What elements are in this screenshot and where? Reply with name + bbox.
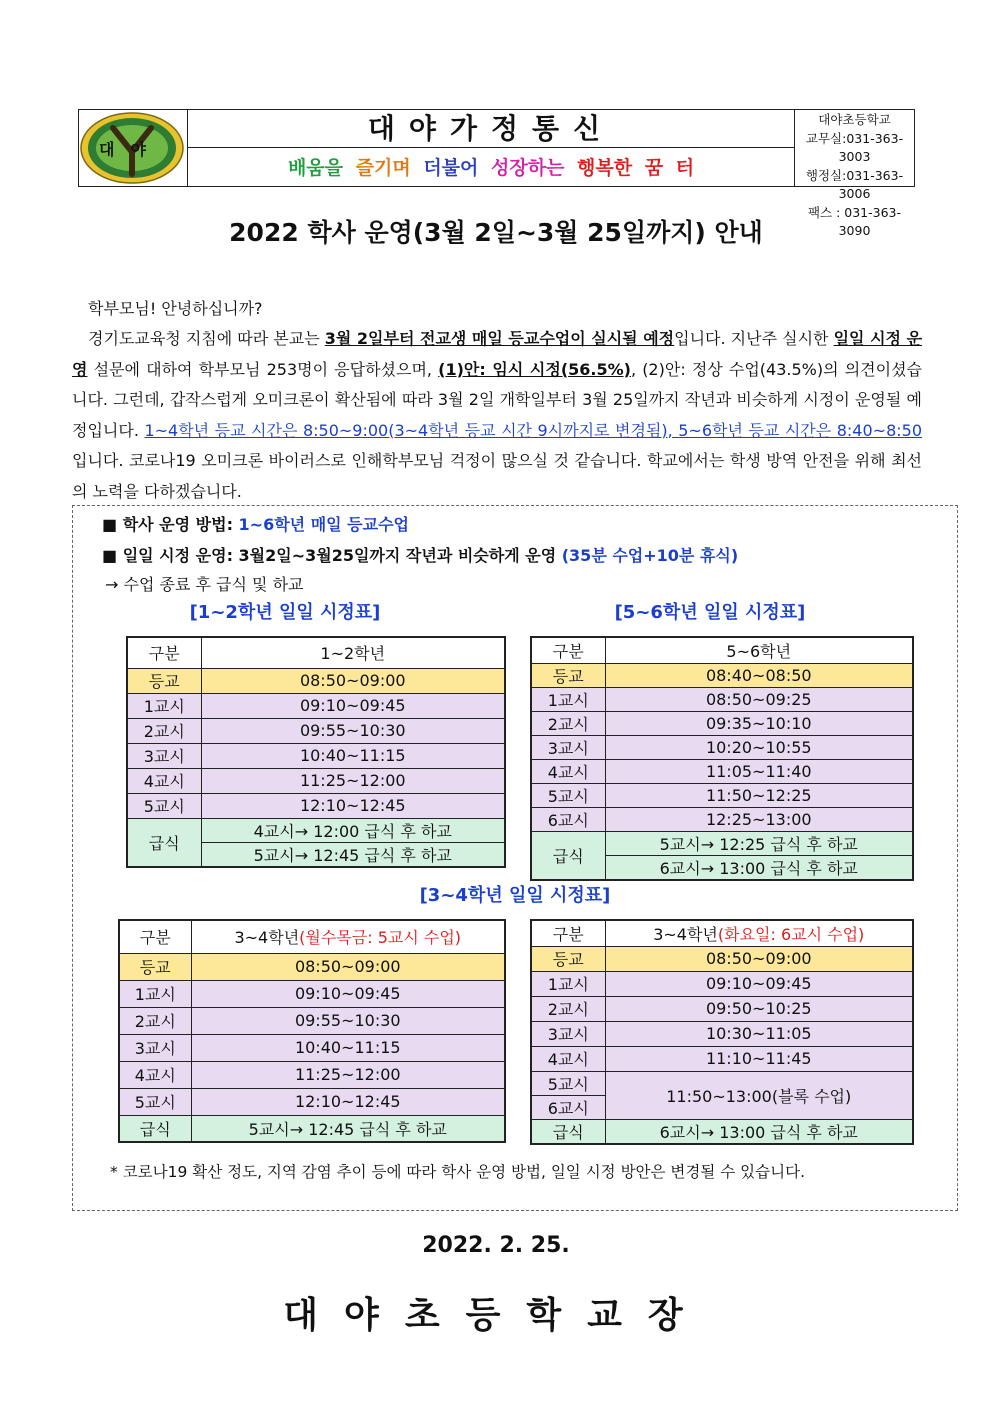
slogan-word: 행복한 xyxy=(577,157,633,179)
cell: 11:50~13:00(블록 수업) xyxy=(605,1071,913,1119)
document-date: 2022. 2. 25. xyxy=(422,1233,570,1258)
cell: 09:10~09:45 xyxy=(191,980,505,1007)
table-row xyxy=(531,711,913,735)
cell: 5교시→ 12:45 급식 후 하교 xyxy=(201,842,505,867)
timetable-grade-3-4-mwtf xyxy=(118,919,506,1143)
cell: 09:35~10:10 xyxy=(605,711,913,735)
table-row xyxy=(127,668,505,693)
body-highlight: 1~4학년 등교 시간은 8:50~9:00(3~4학년 등교 시간 9시까지로 변경됨), 5~6학년 등교 시간은 8:40~8:50 xyxy=(144,420,923,440)
header-grade: 3~4학년 xyxy=(234,928,300,948)
table-row xyxy=(531,971,913,996)
header-cell xyxy=(191,920,505,953)
body-text: 설문에 대하여 학부모님 253명이 응답하셨으며, xyxy=(87,359,439,379)
cell: 5교시 xyxy=(531,783,605,807)
cell: 2교시 xyxy=(531,711,605,735)
cell: 08:40~08:50 xyxy=(605,663,913,687)
cell: 11:25~12:00 xyxy=(191,1061,505,1088)
table-row xyxy=(531,996,913,1021)
body-text: 입니다. 코로나19 오미크론 바이러스로 인해학부모님 걱정이 많으실 것 같습니다. 학교에서는 학생 방역 안전을 위해 최선의 노력을 다하겠습니다. xyxy=(72,451,922,501)
cell: 10:30~11:05 xyxy=(605,1021,913,1046)
principal-signature: 대야초등학교장 xyxy=(283,1295,709,1336)
table-header xyxy=(531,920,913,946)
table-row xyxy=(127,818,505,842)
table-row xyxy=(119,1007,505,1034)
logo-text: 대야 xyxy=(99,140,162,159)
contact-office: 교무실:031-363-3003 xyxy=(805,130,904,164)
header-cell: 구분 xyxy=(531,920,605,946)
caption-34: [3~4학년 일일 시정표] xyxy=(419,885,611,906)
header-cell xyxy=(605,920,913,946)
table-row xyxy=(119,1034,505,1061)
table-row xyxy=(531,735,913,759)
table-row xyxy=(531,783,913,807)
table-row xyxy=(127,743,505,768)
timetable-grade-1-2 xyxy=(126,636,506,868)
body-text: 입니다. 지난주 실시한 xyxy=(674,329,834,348)
table-row xyxy=(531,1119,913,1144)
cell: 1교시 xyxy=(119,980,191,1007)
body-text: , (2)안: 정상 수업(43.5%)의 의견이셨습니다. 그런데, 갑작스럽게 오미크론이 확산됨에 따라 3월 2일 개학일부터 3월 25일까지 작년과 비슷하게 시정이 운영될 예정입니다. xyxy=(72,359,922,440)
school-logo xyxy=(79,110,188,186)
cell: 12:25~13:00 xyxy=(605,807,913,831)
cell: 등교 xyxy=(119,953,191,980)
body-text: 경기도교육청 지침에 따라 본교는 xyxy=(88,329,325,348)
table-row xyxy=(119,953,505,980)
table-row xyxy=(119,1115,505,1142)
label: ■ 학사 운영 방법: xyxy=(102,515,239,534)
cell: 09:10~09:45 xyxy=(201,693,505,718)
header-note: (화요일: 6교시 수업) xyxy=(717,924,865,944)
lunch-note: → 수업 종료 후 급식 및 하교 xyxy=(105,575,304,594)
slogan-word: 꿈 터 xyxy=(644,157,695,179)
cell: 08:50~09:00 xyxy=(201,668,505,693)
table-row xyxy=(531,663,913,687)
caption-12: [1~2학년 일일 시정표] xyxy=(189,602,381,623)
value: (35분 수업+10분 휴식) xyxy=(561,546,739,565)
cell: 4교시→ 12:00 급식 후 하교 xyxy=(201,818,505,842)
cell: 11:25~12:00 xyxy=(201,768,505,793)
cell: 1교시 xyxy=(531,687,605,711)
table-row xyxy=(531,946,913,971)
cell: 등교 xyxy=(127,668,201,693)
cell: 11:05~11:40 xyxy=(605,759,913,783)
cell: 4교시 xyxy=(119,1061,191,1088)
slogan-word: 더불어 xyxy=(423,157,479,179)
header-cell: 구분 xyxy=(119,920,191,953)
cell: 4교시 xyxy=(531,1046,605,1071)
cell: 2교시 xyxy=(127,718,201,743)
timetable-grade-3-4-tue xyxy=(530,919,914,1145)
header-cell: 5~6학년 xyxy=(605,637,913,663)
table-row xyxy=(531,831,913,855)
slogan-word: 성장하는 xyxy=(491,157,565,179)
cell: 08:50~09:00 xyxy=(191,953,505,980)
cell: 09:10~09:45 xyxy=(605,971,913,996)
body-paragraph xyxy=(72,324,922,507)
cell: 10:40~11:15 xyxy=(201,743,505,768)
table-row xyxy=(127,693,505,718)
cell: 6교시 xyxy=(531,1095,605,1119)
cell: 11:50~12:25 xyxy=(605,783,913,807)
cell: 1교시 xyxy=(127,693,201,718)
table-row xyxy=(531,687,913,711)
cell: 10:20~10:55 xyxy=(605,735,913,759)
cell: 6교시→ 13:00 급식 후 하교 xyxy=(605,1119,913,1144)
cell: 1교시 xyxy=(531,971,605,996)
header-note: (월수목금: 5교시 수업) xyxy=(299,928,462,948)
newsletter-title: 대야가정통신 xyxy=(188,110,794,148)
table-row xyxy=(531,759,913,783)
table-row xyxy=(531,1071,913,1095)
cell: 5교시→ 12:45 급식 후 하교 xyxy=(191,1115,505,1142)
cell: 등교 xyxy=(531,946,605,971)
school-name: 대야초등학교 xyxy=(818,112,891,127)
header-cell: 구분 xyxy=(127,637,201,668)
cell: 2교시 xyxy=(531,996,605,1021)
table-row xyxy=(127,793,505,818)
cell: 08:50~09:00 xyxy=(605,946,913,971)
cell: 12:10~12:45 xyxy=(191,1088,505,1115)
cell: 09:55~10:30 xyxy=(201,718,505,743)
cell: 3교시 xyxy=(119,1034,191,1061)
cell: 11:10~11:45 xyxy=(605,1046,913,1071)
school-contacts xyxy=(795,110,914,238)
document-title: 2022 학사 운영(3월 2일~3월 25일까지) 안내 xyxy=(229,218,763,247)
cell: 08:50~09:25 xyxy=(605,687,913,711)
cell: 3교시 xyxy=(127,743,201,768)
cell: 등교 xyxy=(531,663,605,687)
value: 1~6학년 매일 등교수업 xyxy=(238,515,410,534)
cell: 09:55~10:30 xyxy=(191,1007,505,1034)
cell: 6교시→ 13:00 급식 후 하교 xyxy=(605,855,913,880)
table-header xyxy=(119,920,505,953)
cell: 3교시 xyxy=(531,1021,605,1046)
cell: 10:40~11:15 xyxy=(191,1034,505,1061)
table-row xyxy=(127,768,505,793)
header-cell: 1~2학년 xyxy=(201,637,505,668)
body-emphasis: 일일 시정 운영 xyxy=(72,329,923,379)
slogan-word: 배움을 xyxy=(287,157,343,179)
cell: 4교시 xyxy=(531,759,605,783)
contact-fax: 팩스 : 031-363-3090 xyxy=(807,204,902,238)
cell: 5교시→ 12:25 급식 후 하교 xyxy=(605,831,913,855)
school-slogan xyxy=(188,148,794,188)
header-grade: 3~4학년 xyxy=(653,924,718,944)
label: ■ 일일 시정 운영: 3월2일~3월25일까지 작년과 비슷하게 운영 xyxy=(102,546,562,565)
table-header xyxy=(531,637,913,663)
slogan-word: 즐기며 xyxy=(355,157,411,179)
caption-56: [5~6학년 일일 시정표] xyxy=(614,602,806,623)
change-notice: * 코로나19 확산 정도, 지역 감염 추이 등에 따라 학사 운영 방법, 일일 시정 방안은 변경될 수 있습니다. xyxy=(110,1163,805,1181)
table-row xyxy=(531,807,913,831)
table-row xyxy=(119,1061,505,1088)
cell: 5교시 xyxy=(531,1071,605,1095)
cell: 2교시 xyxy=(119,1007,191,1034)
operation-method xyxy=(102,512,409,535)
timetable-grade-5-6 xyxy=(530,636,914,881)
cell: 급식 xyxy=(531,1119,605,1144)
table-row xyxy=(119,980,505,1007)
cell: 급식 xyxy=(531,831,605,880)
cell: 5교시 xyxy=(127,793,201,818)
table-row xyxy=(127,718,505,743)
body-emphasis: 3월 2일부터 전교생 매일 등교수업이 실시될 예정 xyxy=(324,329,675,348)
table-row xyxy=(531,1046,913,1071)
cell: 6교시 xyxy=(531,807,605,831)
table-row xyxy=(119,1088,505,1115)
contact-admin: 행정실:031-363-3006 xyxy=(805,167,904,201)
greeting: 학부모님! 안녕하십니까? xyxy=(88,299,263,318)
cell: 4교시 xyxy=(127,768,201,793)
cell: 5교시 xyxy=(119,1088,191,1115)
body-emphasis: (1)안: 임시 시정(56.5%) xyxy=(438,359,631,379)
header-cell: 구분 xyxy=(531,637,605,663)
cell: 급식 xyxy=(127,818,201,867)
table-row xyxy=(531,1021,913,1046)
cell: 12:10~12:45 xyxy=(201,793,505,818)
table-header xyxy=(127,637,505,668)
cell: 3교시 xyxy=(531,735,605,759)
cell: 급식 xyxy=(119,1115,191,1142)
daily-schedule xyxy=(102,543,738,566)
cell: 09:50~10:25 xyxy=(605,996,913,1021)
